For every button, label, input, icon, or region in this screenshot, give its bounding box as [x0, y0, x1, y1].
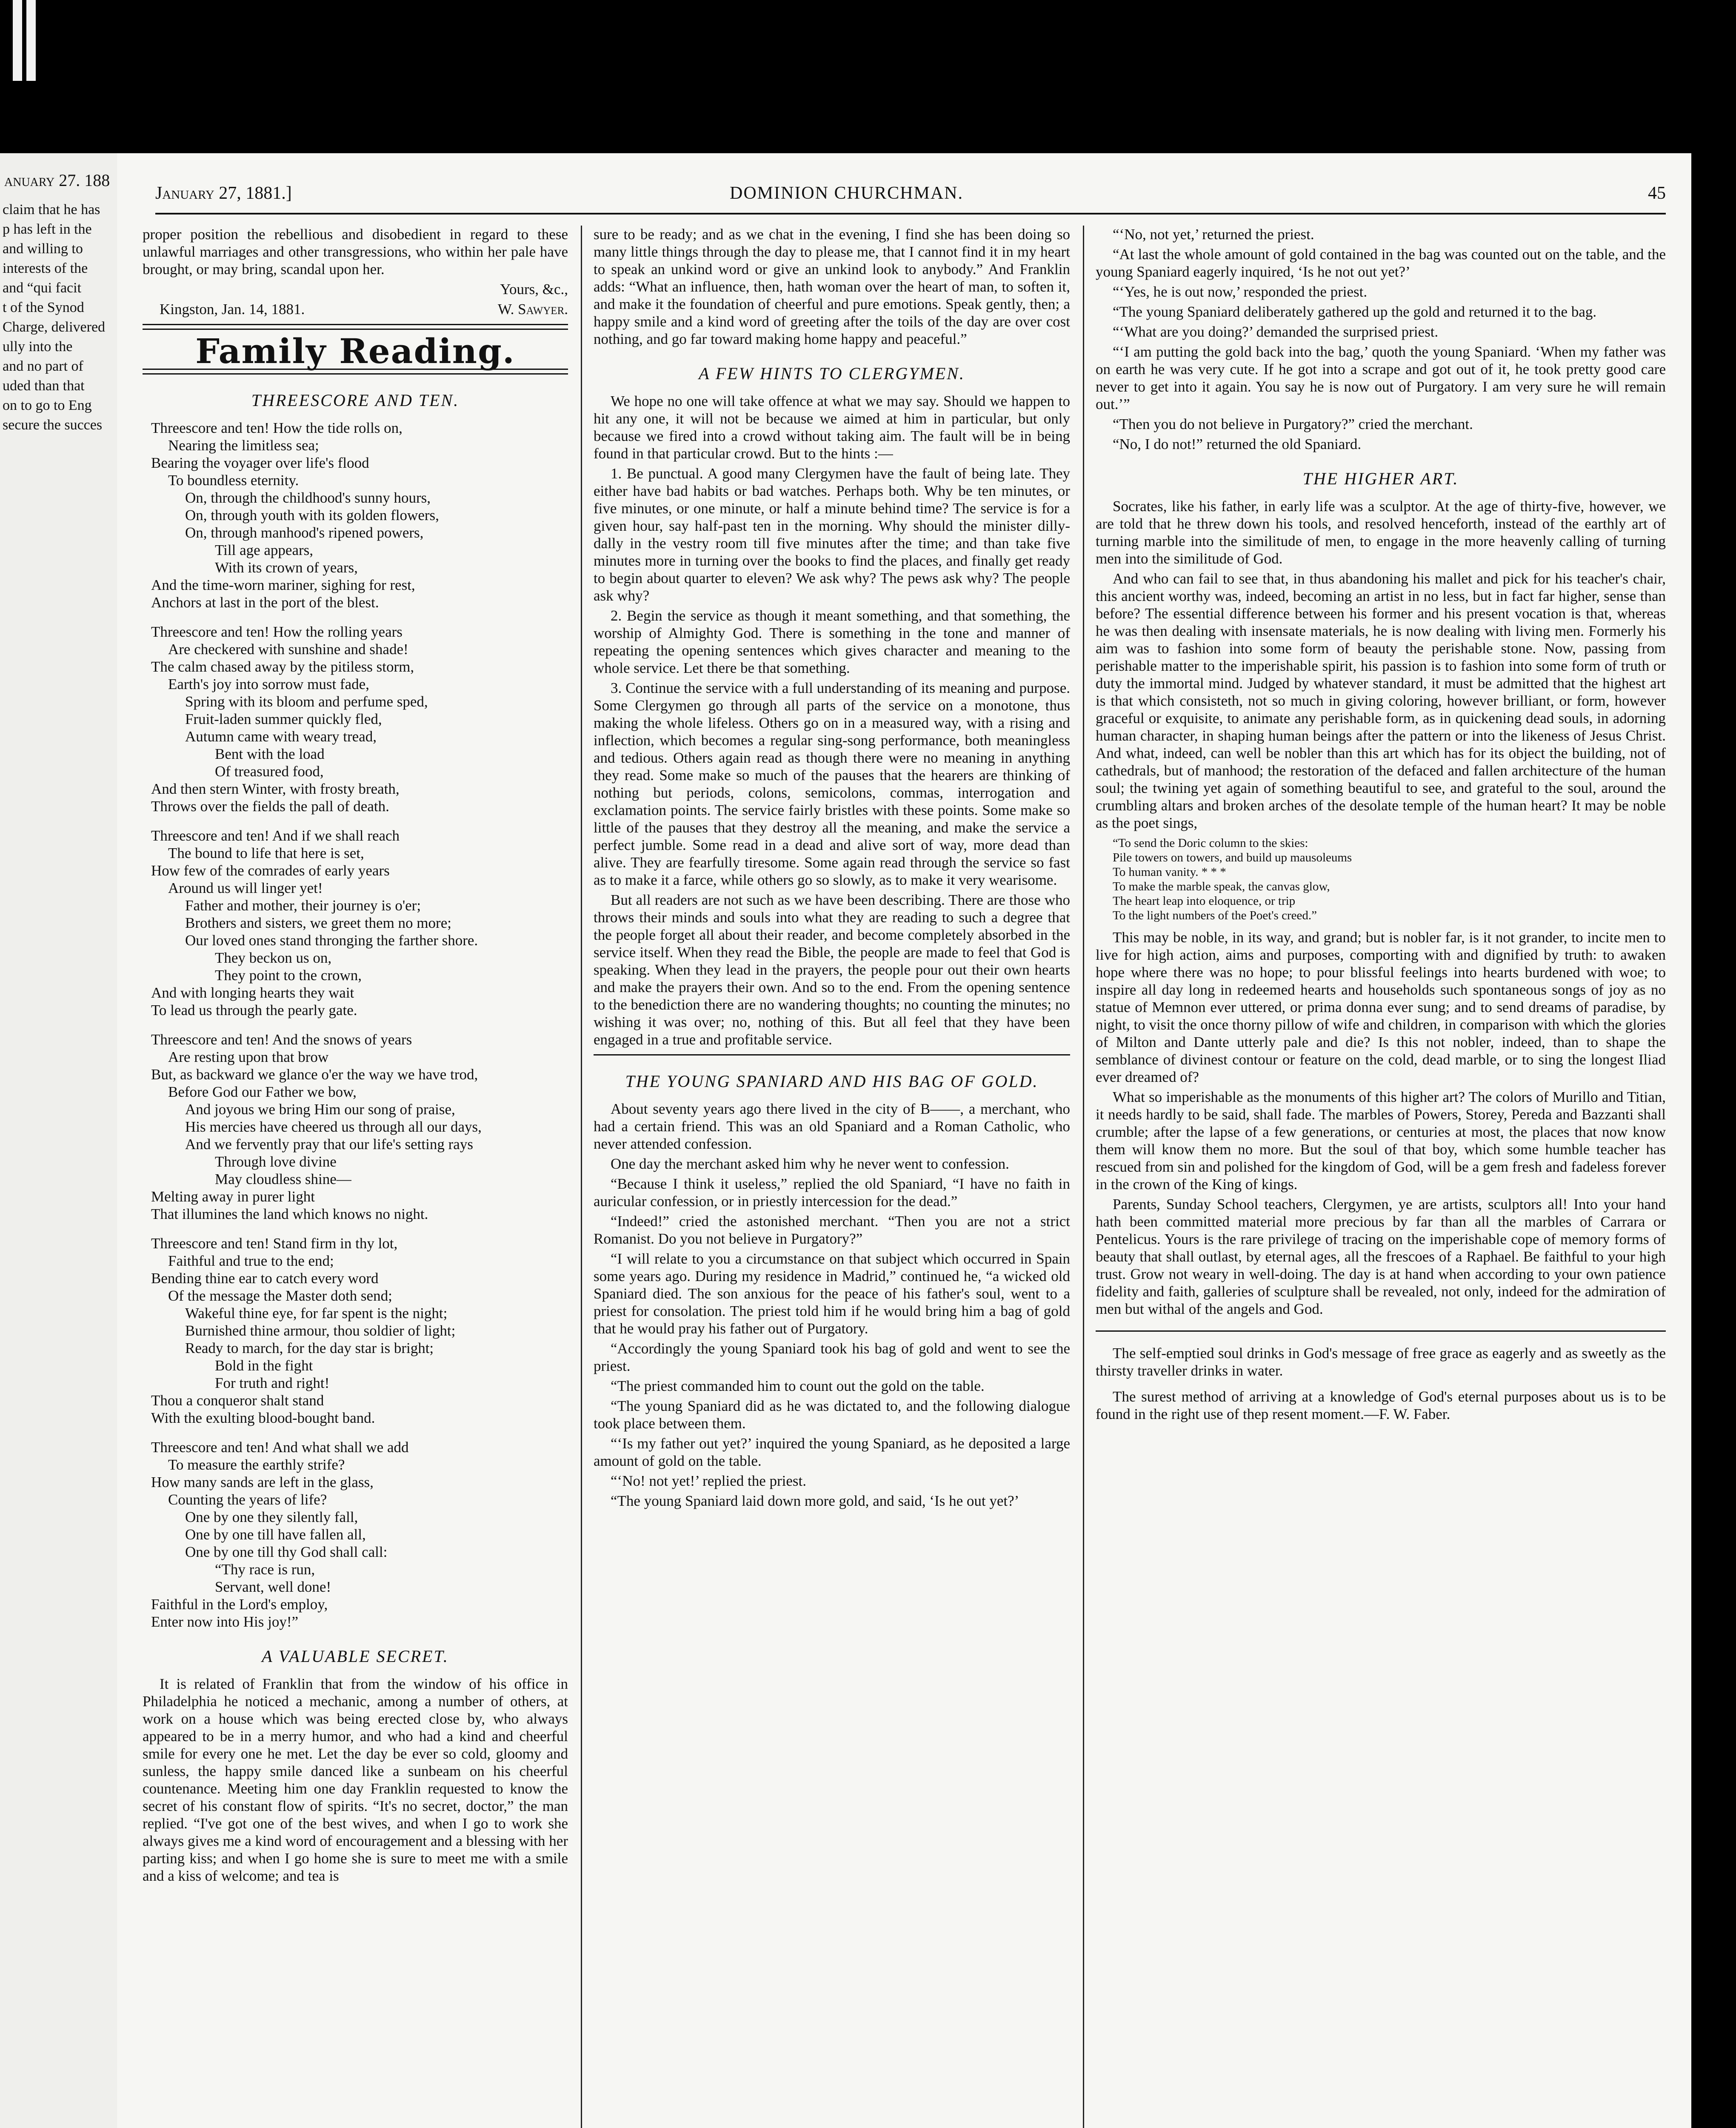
poem-line: Earth's joy into sorrow must fade,: [168, 676, 369, 692]
poem-line: Counting the years of life?: [168, 1491, 327, 1508]
poem-stanza: [151, 1235, 568, 1427]
poem-line: On, through youth with its golden flowers,: [185, 507, 439, 523]
poem-line: Bold in the fight: [215, 1357, 313, 1374]
poem-line: Melting away in purer light: [151, 1188, 315, 1205]
poem-line: Till age appears,: [215, 542, 314, 558]
article-paragraph: “Then you do not believe in Purgatory?” cried the merchant.: [1113, 416, 1473, 432]
article-paragraph: “‘Is my father out yet?’ inquired the young Spaniard, as he deposited a large amount of gold on the table.: [594, 1435, 1070, 1469]
poem-line: Thou a conqueror shalt stand: [151, 1392, 324, 1409]
poem-line: Of the message the Master doth send;: [168, 1287, 392, 1304]
poem-line: For truth and right!: [215, 1375, 330, 1391]
poem-line: Around us will linger yet!: [168, 880, 323, 896]
prev-page-fragment: and “qui facit: [3, 280, 82, 296]
article-paragraph: “‘What are you doing?’ demanded the surprised priest.: [1113, 323, 1439, 340]
poem-line: Enter now into His joy!”: [151, 1613, 299, 1630]
poem-stanza: [151, 1031, 568, 1223]
note-paragraph: The self-emptied soul drinks in God's message of free grace as eagerly and as sweetly as the thirsty traveller drinks in water.: [1096, 1345, 1666, 1379]
quote-line: To the light numbers of the Poet's creed.”: [1113, 909, 1317, 922]
article-paragraph: “The priest commanded him to count out the gold on the table.: [611, 1378, 985, 1394]
poem-line: The bound to life that here is set,: [168, 845, 364, 861]
article-paragraph: “‘No! not yet!’ replied the priest.: [611, 1473, 807, 1489]
article-paragraph: We hope no one will take offence at what we may say. Should we happen to hit any one, it will not be because we aimed at him in particular, but only because we fired into a crowd without taking aim. The fault will be in being found in that particular crowd. But to the hints :—: [594, 393, 1070, 462]
poem-title: THREESCORE AND TEN.: [251, 391, 460, 410]
poem-line: And with longing hearts they wait: [151, 984, 354, 1001]
issue-date: January 27, 1881.]: [155, 183, 292, 203]
article-paragraph: “‘No, not yet,’ returned the priest.: [1113, 226, 1314, 243]
column-rule: [581, 226, 582, 2128]
article-title: A VALUABLE SECRET.: [262, 1647, 449, 1666]
poem-line: Threescore and ten! And if we shall reach: [151, 827, 400, 844]
poem-line: They point to the crown,: [215, 967, 362, 984]
article-paragraph: One day the merchant asked him why he never went to confession.: [611, 1156, 1009, 1172]
quote-line: Pile towers on towers, and build up mausoleums: [1113, 851, 1352, 864]
poem-line: One by one till have fallen all,: [185, 1526, 366, 1543]
section-rule: [143, 324, 568, 330]
article-paragraph: What so imperishable as the monuments of this higher art? The colors of Murillo and Titian, it needs hardly to be said, shall fade. The marbles of Powers, Storey, Pereda and Bazzanti shall crumble; after the lapse of a few generations, or centuries at most, the places that now know them will know them no more. But the soul of that boy, which some humble teacher has rescued from sin and polished for the kingdom of God, will be a gem fresh and fadeless forever in the crown of the King of kings.: [1096, 1089, 1666, 1193]
poem-line: Brothers and sisters, we greet them no more;: [185, 915, 451, 931]
article-paragraph: “I will relate to you a circumstance on that subject which occurred in Spain some years ago. During my residence in Madrid,” continued he, “a wicked old Spaniard died. The son anxious for the peace of his father's soul, went to a priest for consolation. The priest told him if he would bring him a bag of gold that he would pray his father out of Purgatory.: [594, 1250, 1070, 1337]
poem-line: To measure the earthly strife?: [168, 1456, 345, 1473]
poem-line: Ready to march, for the day star is bright;: [185, 1340, 434, 1356]
letter-signoff: [143, 300, 568, 318]
poem-stanza: [151, 623, 568, 815]
poem-line: Bearing the voyager over life's flood: [151, 455, 369, 471]
poem-line: His mercies have cheered us through all our days,: [185, 1118, 482, 1135]
poem-line: Fruit-laden summer quickly fled,: [185, 711, 382, 727]
note-paragraph: The surest method of arriving at a knowledge of God's eternal purposes about us is to be found in the right use of thep resent moment.—F. W. Faber.: [1096, 1388, 1666, 1422]
poem-line: On, through manhood's ripened powers,: [185, 524, 424, 541]
poem-line: “Thy race is run,: [215, 1561, 315, 1578]
poem-line: Threescore and ten! Stand firm in thy lot,: [151, 1235, 398, 1252]
letter-place-date: Kingston, Jan. 14, 1881.: [160, 301, 305, 317]
column-rule: [1083, 226, 1084, 2128]
poem-line: Servant, well done!: [215, 1579, 331, 1595]
poem-stanza: [151, 1439, 568, 1630]
prev-page-fragment: on to go to Eng: [3, 398, 92, 413]
article-paragraph: “The young Spaniard deliberately gathered up the gold and returned it to the bag.: [1113, 303, 1597, 320]
prev-page-fragment: t of the Synod: [3, 300, 84, 315]
poem-line: Throws over the fields the pall of death.: [151, 798, 389, 815]
article-paragraph: 3. Continue the service with a full understanding of its meaning and purpose. Some Clergymen go through all parts of the service on a monotone, thus making the whole lifeless. Others go on in a measured way, with a rising and inflection, which becomes a regular sing-song performance, both meaningless and tedious. Others again read as though there were no meaning in anything they read. Some make so much of the pauses that the hearers are thinking of nothing but periods, colons, semicolons, commas, interrogation and exclamation points. The service fairly bristles with these points. Some make so little of the pauses that they destroy all the meaning, and make the service a perfect jumble. Some read in a dead and alive sort of way, more dead than alive. They are fearfully tiresome. Some again read through the service so fast as to make it a farce, while others go so slowly, as to make it very wearisome.: [594, 680, 1070, 888]
poem-line: Nearing the limitless sea;: [168, 437, 319, 454]
poem-line: One by one they silently fall,: [185, 1509, 358, 1525]
article-paragraph: “Accordingly the young Spaniard took his bag of gold and went to see the priest.: [594, 1340, 1070, 1374]
article-rule: [1096, 1330, 1666, 1332]
article-title: THE YOUNG SPANIARD AND HIS BAG OF GOLD.: [625, 1072, 1039, 1091]
poem-line: Through love divine: [215, 1153, 337, 1170]
article-paragraph: It is related of Franklin that from the window of his office in Philadelphia he noticed a mechanic, among a number of others, at work on a house which was being erected close by, who always appeared to be in a merry humor, and who had a kind and cheerful smile for every one he met. Let the day be ever so cold, gloomy and sunless, the happy smile danced like a sunbeam on his cheerful countenance. Meeting him one day Franklin requested to know the secret of his constant flow of spirits. “It's no secret, doctor,” the man replied. “I've got one of the best wives, and when I go to work she always gives me a kind word of encouragement and a blessing with her parting kiss; and when I go home she is sure to meet me with a smile and a kiss of welcome; and tea is: [143, 1676, 568, 1884]
article-paragraph: Socrates, like his father, in early life was a sculptor. At the age of thirty-five, however, we are told that he threw down his tools, and resolved henceforth, instead of the earthly art of turning marble into the similitude of men, to engage in the more heavenly calling of turning men into the similitude of God.: [1096, 498, 1666, 567]
article-paragraph: sure to be ready; and as we chat in the evening, I find she has been doing so many little things through the day to please me, that I cannot find it in my heart to speak an unkind word or give an unkind look to anybody.” And Franklin adds: “What an influence, then, hath woman over the heart of man, to soften it, and make it the foundation of cheerful and pure emotions. Speak gently, then; a happy smile and a kind word of greeting after the toils of the day are over cost nothing, and go far toward making home happy and peaceful.”: [594, 226, 1070, 347]
poem-line: On, through the childhood's sunny hours,: [185, 489, 431, 506]
header-rule: [155, 213, 1666, 215]
letter-signature: W. Sawyer.: [497, 301, 568, 317]
prev-page-fragment: Charge, delivered: [3, 319, 106, 335]
poem: [143, 419, 568, 1630]
prev-page-fragment: and no part of: [3, 358, 83, 374]
poem-line: Threescore and ten! And what shall we add: [151, 1439, 409, 1456]
column-2: [594, 226, 1070, 2128]
poem-line: Wakeful thine eye, for far spent is the night;: [185, 1305, 448, 1321]
poem-line: Autumn came with weary tread,: [185, 728, 377, 745]
film-perforation: [13, 0, 22, 81]
letter-ending: proper position the rebellious and disobedient in regard to these unlawful marriages and other transgressions, who within her pale have brought, or may bring, scandal upon her.: [143, 226, 568, 277]
poem-stanza: [151, 419, 568, 611]
poem-line: Threescore and ten! How the tide rolls on,: [151, 420, 403, 436]
quote-line: The heart leap into eloquence, or trip: [1113, 894, 1296, 908]
article-title: A FEW HINTS TO CLERGYMEN.: [699, 364, 965, 383]
page-number: 45: [1648, 183, 1666, 203]
poem-line: Our loved ones stand thronging the farther shore.: [185, 932, 478, 949]
poem-line: To lead us through the pearly gate.: [151, 1002, 357, 1018]
prev-page-fragment: secure the succes: [3, 417, 103, 433]
poem-line: May cloudless shine—: [215, 1171, 351, 1187]
poem-line: One by one till thy God shall call:: [185, 1544, 388, 1560]
prev-page-fragment: claim that he has: [3, 202, 100, 217]
article-paragraph: And who can fail to see that, in thus abandoning his mallet and pick for his teacher's chair, this ancient worthy was, indeed, becoming an artist in no less, but in fact far higher, sense than before? The essential difference between his former and his present vocation is that, whereas he was then dealing with insensate materials, he is now dealing with living men. Formerly his aim was to fashion into some form of beauty the perishable stone. Now, passing from perishable matter to the imperishable spirit, his passion is to fashion into some form of truth or duty the immortal mind. Judged by whatever standard, it must be admitted that the highest art is that which consisteth, not so much in giving coloring, however brilliant, or form, however graceful or exquisite, to animate any perishable form, as in quickening dead souls, in adorning human character, in shaping human beings after the pattern or into the likeness of Jesus Christ. And what, indeed, can well be nobler than this art which has for its object the building, not of cathedrals, but of manhood; the restoration of the defaced and fallen architecture of the human soul; the twining yet again of something beautiful to see, and grateful to the soul, around the crumbling altars and broken arches of the desolate temple of the human heart? It may be noble as the poet sings,: [1096, 570, 1666, 831]
article-paragraph: This may be noble, in its way, and grand; but is nobler far, is it not grander, to incite men to live for high action, aims and purposes, comporting with and dignified by truth: to awaken hope where there was no hope; to pour blissful feelings into hearts burdened with woe; to inspire all day long in redeemed hearts and households such spontaneous songs of joy as no statue of Memnon ever uttered, or prima donna ever sung; and to send dreams of paradise, by night, to visit the once thorny pillow of wife and children, in comparison with which the glories of Milton and Dante utterly pale and die? Is this not nobler, indeed, than to shape the semblance of divinest contour or feature on the cold, dead marble, or to sing the longest Iliad ever dreamed of?: [1096, 929, 1666, 1085]
poem-line: And joyous we bring Him our song of praise,: [185, 1101, 455, 1118]
poem-line: Threescore and ten! How the rolling years: [151, 624, 403, 640]
prev-page-fragment: interests of the: [3, 260, 88, 276]
poem-line: Spring with its bloom and perfume sped,: [185, 693, 428, 710]
poem-line: And the time-worn mariner, sighing for rest,: [151, 577, 415, 593]
poem-line: Father and mother, their journey is o'er;: [185, 897, 421, 914]
film-perforation: [26, 0, 36, 81]
poem-line: Threescore and ten! And the snows of years: [151, 1031, 412, 1048]
article-paragraph: “Because I think it useless,” replied the old Spaniard, “I have no faith in auricular confession, or in priestly intercession for the dead.”: [594, 1176, 1070, 1210]
poem-line: And we fervently pray that our life's setting rays: [185, 1136, 473, 1153]
masthead-title: DOMINION CHURCHMAN.: [730, 183, 964, 203]
column-1: [143, 226, 568, 2128]
article-paragraph: “The young Spaniard did as he was dictated to, and the following dialogue took place between them.: [594, 1398, 1070, 1432]
poem-line: To boundless eternity.: [168, 472, 299, 489]
prev-page-fragment: ully into the: [3, 339, 73, 355]
poem-line: That illumines the land which knows no night.: [151, 1206, 428, 1222]
article-paragraph: 2. Begin the service as though it meant something, and that something, the worship of Almighty God. There is something in the tone and manner of repeating the opening sentences which gives character and meaning to the whole service. Let there be that something.: [594, 607, 1070, 676]
quote-line: “To send the Doric column to the skies:: [1113, 836, 1308, 850]
poem-line: The calm chased away by the pitiless storm,: [151, 658, 414, 675]
running-head: [155, 183, 1666, 209]
prev-page-header: anuary 27. 188: [4, 171, 110, 190]
article-paragraph: About seventy years ago there lived in the city of B——, a merchant, who had a certain friend. This was an old Spaniard and a Roman Catholic, who never attended confession.: [594, 1101, 1070, 1152]
poem-stanza: [151, 827, 568, 1019]
poem-line: Are resting upon that brow: [168, 1049, 329, 1065]
poem-line: Bending thine ear to catch every word: [151, 1270, 379, 1287]
article-paragraph: 1. Be punctual. A good many Clergymen have the fault of being late. They either have bad habits or bad watches. Perhaps both. Why be ten minutes, or five minutes, or one minute, or half a minute behind time? The service is for a given hour, say half-past ten in the morning. Why should the minister dilly-dally in the vestry room till five minutes after the time; and than take five minutes more in turning over the books to find the places, and finally get ready to begin about quarter to eleven? We ask why? The pews ask why? The people ask why?: [594, 465, 1070, 604]
poem-line: Of treasured food,: [215, 763, 324, 780]
poem-line: They beckon us on,: [215, 950, 332, 966]
poem-line: Bent with the load: [215, 746, 325, 762]
article-paragraph: Parents, Sunday School teachers, Clergymen, ye are artists, sculptors all! Into your hand hath been committed material more precious by far than all the marbles of Carrara or Pentelicus. Yours is the rare privilege of tracing on the imperishable cope of memory forms of beauty that shall outlast, by eternal ages, all the frescoes of a Raphael. Be faithful to your high trust. Grow not weary in well-doing. The day is at hand when according to your own patience fidelity and faith, galleries of sculpture shall be revealed, not only, indeed for the admiration of men but withal of the angels and God.: [1096, 1196, 1666, 1317]
article-paragraph: “The young Spaniard laid down more gold, and said, ‘Is he out yet?’: [611, 1493, 1019, 1509]
quote-line: To human vanity. * * *: [1113, 865, 1226, 879]
article-rule: [594, 1054, 1070, 1055]
article-paragraph: “Indeed!” cried the astonished merchant. “Then you are not a strict Romanist. Do you not believe in Purgatory?”: [594, 1213, 1070, 1247]
poem-line: Are checkered with sunshine and shade!: [168, 641, 408, 658]
previous-page-edge: [0, 153, 124, 2128]
poem-line: How few of the comrades of early years: [151, 862, 390, 879]
poem-line: But, as backward we glance o'er the way we have trod,: [151, 1066, 478, 1083]
newspaper-page: [117, 153, 1691, 2128]
poem-line: Burnished thine armour, thou soldier of light;: [185, 1322, 456, 1339]
column-3: [1096, 226, 1666, 2128]
poem-line: Before God our Father we bow,: [168, 1084, 357, 1100]
article-paragraph: “‘I am putting the gold back into the bag,’ quoth the young Spaniard. ‘When my father was on earth he was very cute. If he got into a scrape and got out of it, he took pretty good care never to get into it again. You say he is now out of Purgatory. I am very sure he will remain out.’”: [1096, 343, 1666, 412]
article-paragraph: But all readers are not such as we have been describing. There are those who throws their minds and souls into what they are reading to such a degree that the people forget all about their reader, and become completely absorbed in the service itself. When they read the Bible, the people are made to feel that God is speaking. When they lead in the prayers, the people pour out their own hearts and make the prayers their own. And so to the end. From the opening sentence to the benediction there are no wandering thoughts; no counting the minutes; no wishing it was over; no, nothing of this. But all feel that they have been engaged in a true and profitable service.: [594, 892, 1070, 1048]
prev-page-fragment: and willing to: [3, 241, 83, 257]
poem-line: With the exulting blood-bought band.: [151, 1410, 375, 1426]
quote-line: To make the marble speak, the canvas glow,: [1113, 880, 1330, 893]
letter-closing: Yours, &c.,: [500, 281, 568, 297]
poem-line: And then stern Winter, with frosty breath,: [151, 781, 400, 797]
poem-line: How many sands are left in the glass,: [151, 1474, 374, 1490]
prev-page-fragment: p has left in the: [3, 221, 92, 237]
prev-page-fragment: uded than that: [3, 378, 85, 394]
article-paragraph: “No, I do not!” returned the old Spaniard.: [1113, 436, 1362, 452]
article-title: THE HIGHER ART.: [1302, 469, 1459, 488]
section-title: Family Reading.: [195, 331, 515, 371]
article-paragraph: “At last the whole amount of gold contained in the bag was counted out on the table, and the young Spaniard eagerly inquired, ‘Is he not out yet?’: [1096, 246, 1666, 280]
poetic-quote: [1096, 836, 1666, 923]
poem-line: With its crown of years,: [215, 559, 358, 576]
poem-line: Faithful and true to the end;: [168, 1253, 334, 1269]
article-paragraph: “‘Yes, he is out now,’ responded the priest.: [1113, 283, 1368, 300]
poem-line: Anchors at last in the port of the blest.: [151, 594, 379, 611]
poem-line: Faithful in the Lord's employ,: [151, 1596, 328, 1613]
